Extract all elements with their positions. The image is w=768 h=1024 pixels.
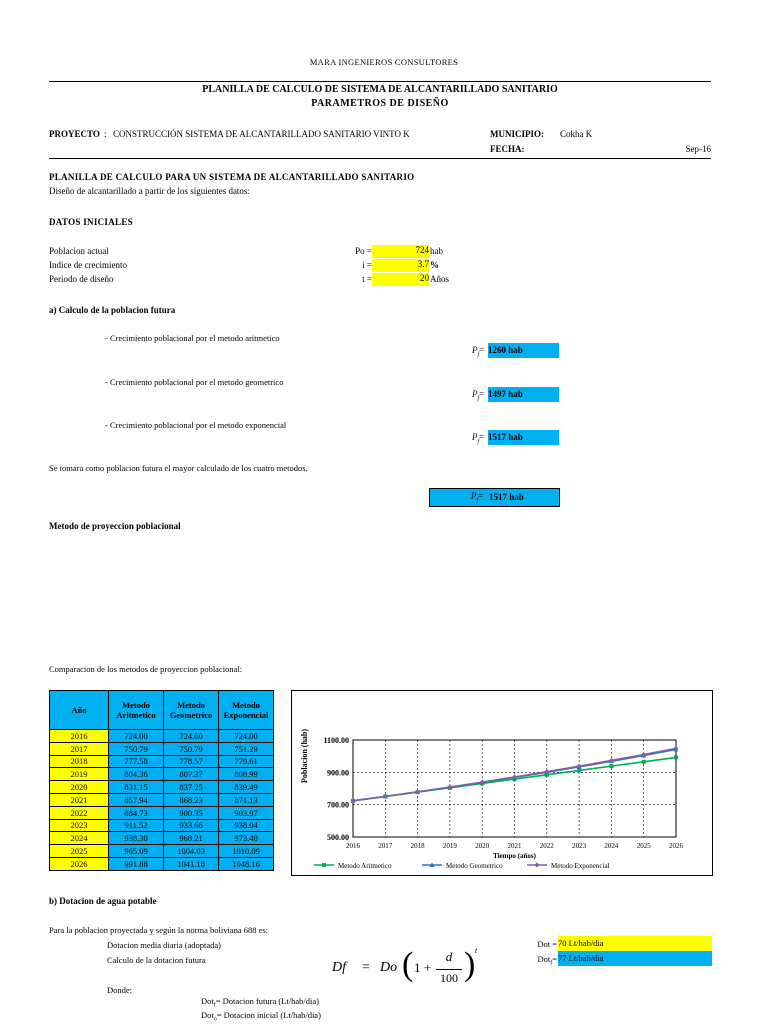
legend-swatch-marker	[322, 863, 326, 867]
data-point	[609, 764, 613, 768]
pf-symbol-2: $P_f=$	[472, 389, 485, 402]
table-row	[50, 857, 274, 870]
table-cell-year: 2023	[50, 819, 109, 832]
x-tick-label: 2016	[346, 842, 360, 850]
table-cell-value: 868.23	[164, 793, 219, 806]
table-cell-value: 837.25	[164, 781, 219, 794]
table-cell-value: 804.36	[109, 768, 164, 781]
table-cell-value: 933.66	[164, 819, 219, 832]
table-cell-value: 724.00	[219, 730, 274, 743]
formula-one: 1 +	[414, 960, 432, 975]
table-cell-value: 884.73	[109, 806, 164, 819]
project-value: CONSTRUCCIÓN SISTEMA DE ALCANTARILLADO SANITARIO VINTO K	[113, 129, 410, 139]
table-cell-value: 1004.03	[164, 845, 219, 858]
table-cell-value: 778.57	[164, 755, 219, 768]
project-rule	[49, 158, 711, 159]
table-header-geometrico: Metodo Geometrico	[164, 691, 219, 730]
formula-den: 100	[440, 971, 458, 985]
donde-label: Donde:	[107, 985, 133, 995]
final-result-box	[429, 488, 560, 507]
result-geometrico: 1497 hab	[488, 387, 559, 402]
comparison-text: Comparacion de los metodos de proyeccion poblacional:	[49, 664, 243, 674]
legend-label: Metodo Aritmetico	[338, 862, 392, 870]
x-tick-label: 2025	[636, 842, 651, 850]
table-cell-value: 965.09	[109, 845, 164, 858]
y-tick-label: 700.00	[327, 800, 349, 810]
y-axis-title: Poblacion (hab)	[300, 728, 309, 784]
datos-label-i: Indice de crecimiento	[49, 260, 127, 270]
dot-label: Dot =	[537, 939, 557, 949]
dotacion-heading: b) Dotacion de agua potable	[49, 896, 157, 906]
municipio-label: MUNICIPIO:	[490, 129, 544, 139]
x-tick-label: 2019	[442, 842, 457, 850]
table-cell-value: 900.35	[164, 806, 219, 819]
formula-eq: =	[362, 960, 370, 975]
table-cell-value: 938.30	[109, 832, 164, 845]
table-cell-value: 911.52	[109, 819, 164, 832]
table-cell-value: 839.49	[219, 781, 274, 794]
table-cell-value: 973.40	[219, 832, 274, 845]
def-doto: Dot$_o$= Dotacion inicial (Lt/hab/dia)	[201, 1010, 321, 1023]
table-row	[50, 742, 274, 755]
table-row	[50, 832, 274, 845]
dotacion-futura-label: Calculo de la dotacion futura	[107, 955, 206, 965]
table-cell-year: 2020	[50, 781, 109, 794]
intro-text: Diseño de alcantarillado a partir de los siguientes datos:	[49, 186, 250, 196]
page-title: PLANILLA DE CALCULO DE SISTEMA DE ALCANTARILLADO SANITARIO	[202, 84, 558, 95]
datos-unit-po: hab	[430, 246, 443, 256]
table-row	[50, 793, 274, 806]
projection-table	[49, 690, 274, 871]
method-geometrico-label: - Crecimiento poblacional por el metodo geometrico	[105, 377, 284, 387]
projection-chart-frame	[291, 690, 713, 876]
table-header-aritmetico: Metodo Aritmetico	[109, 691, 164, 730]
data-point	[674, 755, 678, 759]
x-tick-label: 2020	[475, 842, 490, 850]
table-cell-year: 2019	[50, 768, 109, 781]
datos-sym-i: i =	[362, 260, 372, 270]
table-row	[50, 730, 274, 743]
table-cell-value: 938.04	[219, 819, 274, 832]
company-name: MARA INGENIEROS CONSULTORES	[309, 57, 459, 67]
projection-chart	[292, 691, 712, 875]
table-cell-value: 750.79	[109, 742, 164, 755]
table-cell-year: 2026	[50, 857, 109, 870]
x-axis-title: Tiempo (años)	[493, 852, 536, 860]
table-row	[50, 781, 274, 794]
project-sep: :	[104, 129, 107, 139]
table-header-row	[50, 691, 274, 730]
table-header-exponencial: Metodo Exponencial	[219, 691, 274, 730]
table-row	[50, 768, 274, 781]
conclusion-text: Se tomara como poblacion futura el mayor calculado de los cuatro metodos.	[49, 463, 308, 473]
datos-unit-i: %	[430, 260, 439, 270]
formula-exp: t	[475, 946, 478, 955]
formula-lparen: (	[402, 946, 414, 983]
table-cell-value: 808.99	[219, 768, 274, 781]
dotacion-formula	[330, 946, 480, 992]
dot-value: 70 Lt/hab/dia	[558, 936, 712, 951]
formula-rparen: )	[464, 946, 476, 983]
x-tick-label: 2021	[507, 842, 522, 850]
datos-value-po: 724	[372, 245, 429, 258]
intro-heading: PLANILLA DE CALCULO PARA UN SISTEMA DE ALCANTARILLADO SANITARIO	[49, 172, 415, 182]
x-tick-label: 2022	[539, 842, 554, 850]
formula-fraction-bar	[436, 969, 462, 970]
pf-symbol-1: $P_f=$	[472, 345, 485, 358]
legend-swatch-marker	[535, 863, 540, 868]
table-cell-year: 2021	[50, 793, 109, 806]
datos-label-t: Periodo de diseño	[49, 274, 114, 284]
pf-symbol-final: $P_f=$	[471, 491, 484, 504]
y-tick-label: 1100.00	[323, 736, 349, 745]
table-row	[50, 755, 274, 768]
datos-unit-t: Años	[430, 274, 450, 284]
table-header-year: Año	[50, 691, 109, 730]
table-cell-value: 724.00	[164, 730, 219, 743]
x-tick-label: 2024	[604, 842, 619, 850]
y-tick-label: 900.00	[327, 768, 349, 778]
final-result-value: 1517 hab	[489, 492, 524, 502]
header-rule	[49, 81, 711, 82]
table-cell-value: 857.94	[109, 793, 164, 806]
table-cell-year: 2017	[50, 742, 109, 755]
page-subtitle: PARAMETROS DE DISEÑO	[311, 98, 449, 109]
datos-value-t: 20	[372, 273, 429, 286]
table-cell-value: 777.58	[109, 755, 164, 768]
dotf-label: Dot$_f$=	[537, 954, 557, 967]
method-aritmetico-label: - Crecimiento poblacional por el metodo aritmetico	[105, 333, 280, 343]
table-cell-value: 831.15	[109, 781, 164, 794]
datos-sym-po: Po =	[355, 246, 372, 256]
table-cell-value: 751.29	[219, 742, 274, 755]
x-tick-label: 2023	[572, 842, 587, 850]
table-cell-value: 724.00	[109, 730, 164, 743]
dotacion-intro: Para la poblacion proyectada y según la norma boliviana 688 es:	[49, 925, 269, 935]
table-cell-year: 2016	[50, 730, 109, 743]
table-cell-value: 903.97	[219, 806, 274, 819]
datos-label-po: Poblacion actual	[49, 246, 109, 256]
project-label: PROYECTO	[49, 129, 100, 139]
data-point	[577, 768, 581, 772]
data-point	[642, 760, 646, 764]
table-cell-value: 1010.09	[219, 845, 274, 858]
method-exponencial-label: - Crecimiento poblacional por el metodo exponencial	[105, 420, 287, 430]
table-cell-value: 750.79	[164, 742, 219, 755]
x-tick-label: 2018	[410, 842, 425, 850]
datos-value-i: 3.7	[372, 259, 429, 272]
legend-label: Metodo Geometrico	[446, 862, 503, 870]
fecha-label: FECHA:	[490, 144, 525, 154]
datos-heading: DATOS INICIALES	[49, 217, 133, 227]
table-cell-value: 1041.18	[164, 857, 219, 870]
formula-num: d	[445, 949, 453, 964]
table-cell-value: 871.13	[219, 793, 274, 806]
table-cell-value: 779.61	[219, 755, 274, 768]
x-tick-label: 2017	[378, 842, 393, 850]
municipio-value: Cokha K	[560, 129, 593, 139]
dotacion-media-label: Dotacion media diaria (adoptada)	[107, 940, 221, 950]
table-row	[50, 845, 274, 858]
table-row	[50, 806, 274, 819]
table-cell-value: 1048.16	[219, 857, 274, 870]
proyeccion-heading: Metodo de proyeccion poblacional	[49, 521, 181, 531]
formula-lhs: Df	[332, 960, 346, 975]
y-tick-label: 500.00	[327, 833, 349, 842]
table-body	[50, 730, 274, 871]
result-aritmetico: 1260 hab	[488, 343, 559, 358]
table-cell-year: 2018	[50, 755, 109, 768]
table-cell-year: 2024	[50, 832, 109, 845]
dotf-value: 77 Lt/hab/dia	[558, 951, 712, 966]
fecha-value: Sep-16	[685, 144, 711, 154]
pf-symbol-3: $P_f=$	[472, 432, 485, 445]
formula-do: Do	[380, 960, 398, 975]
x-tick-label: 2026	[669, 842, 683, 850]
table-cell-value: 968.21	[164, 832, 219, 845]
result-exponencial: 1517 hab	[488, 430, 559, 445]
datos-sym-t: t =	[362, 274, 372, 284]
table-cell-value: 807.37	[164, 768, 219, 781]
calc-heading: a) Calculo de la poblacion futura	[49, 305, 176, 315]
def-dotf: Dot$_f$= Dotacion futura (Lt/hab/dia)	[201, 996, 319, 1009]
table-row	[50, 819, 274, 832]
legend-label: Metodo Exponencial	[551, 862, 610, 870]
table-cell-year: 2022	[50, 806, 109, 819]
table-cell-year: 2025	[50, 845, 109, 858]
table-cell-value: 991.88	[109, 857, 164, 870]
